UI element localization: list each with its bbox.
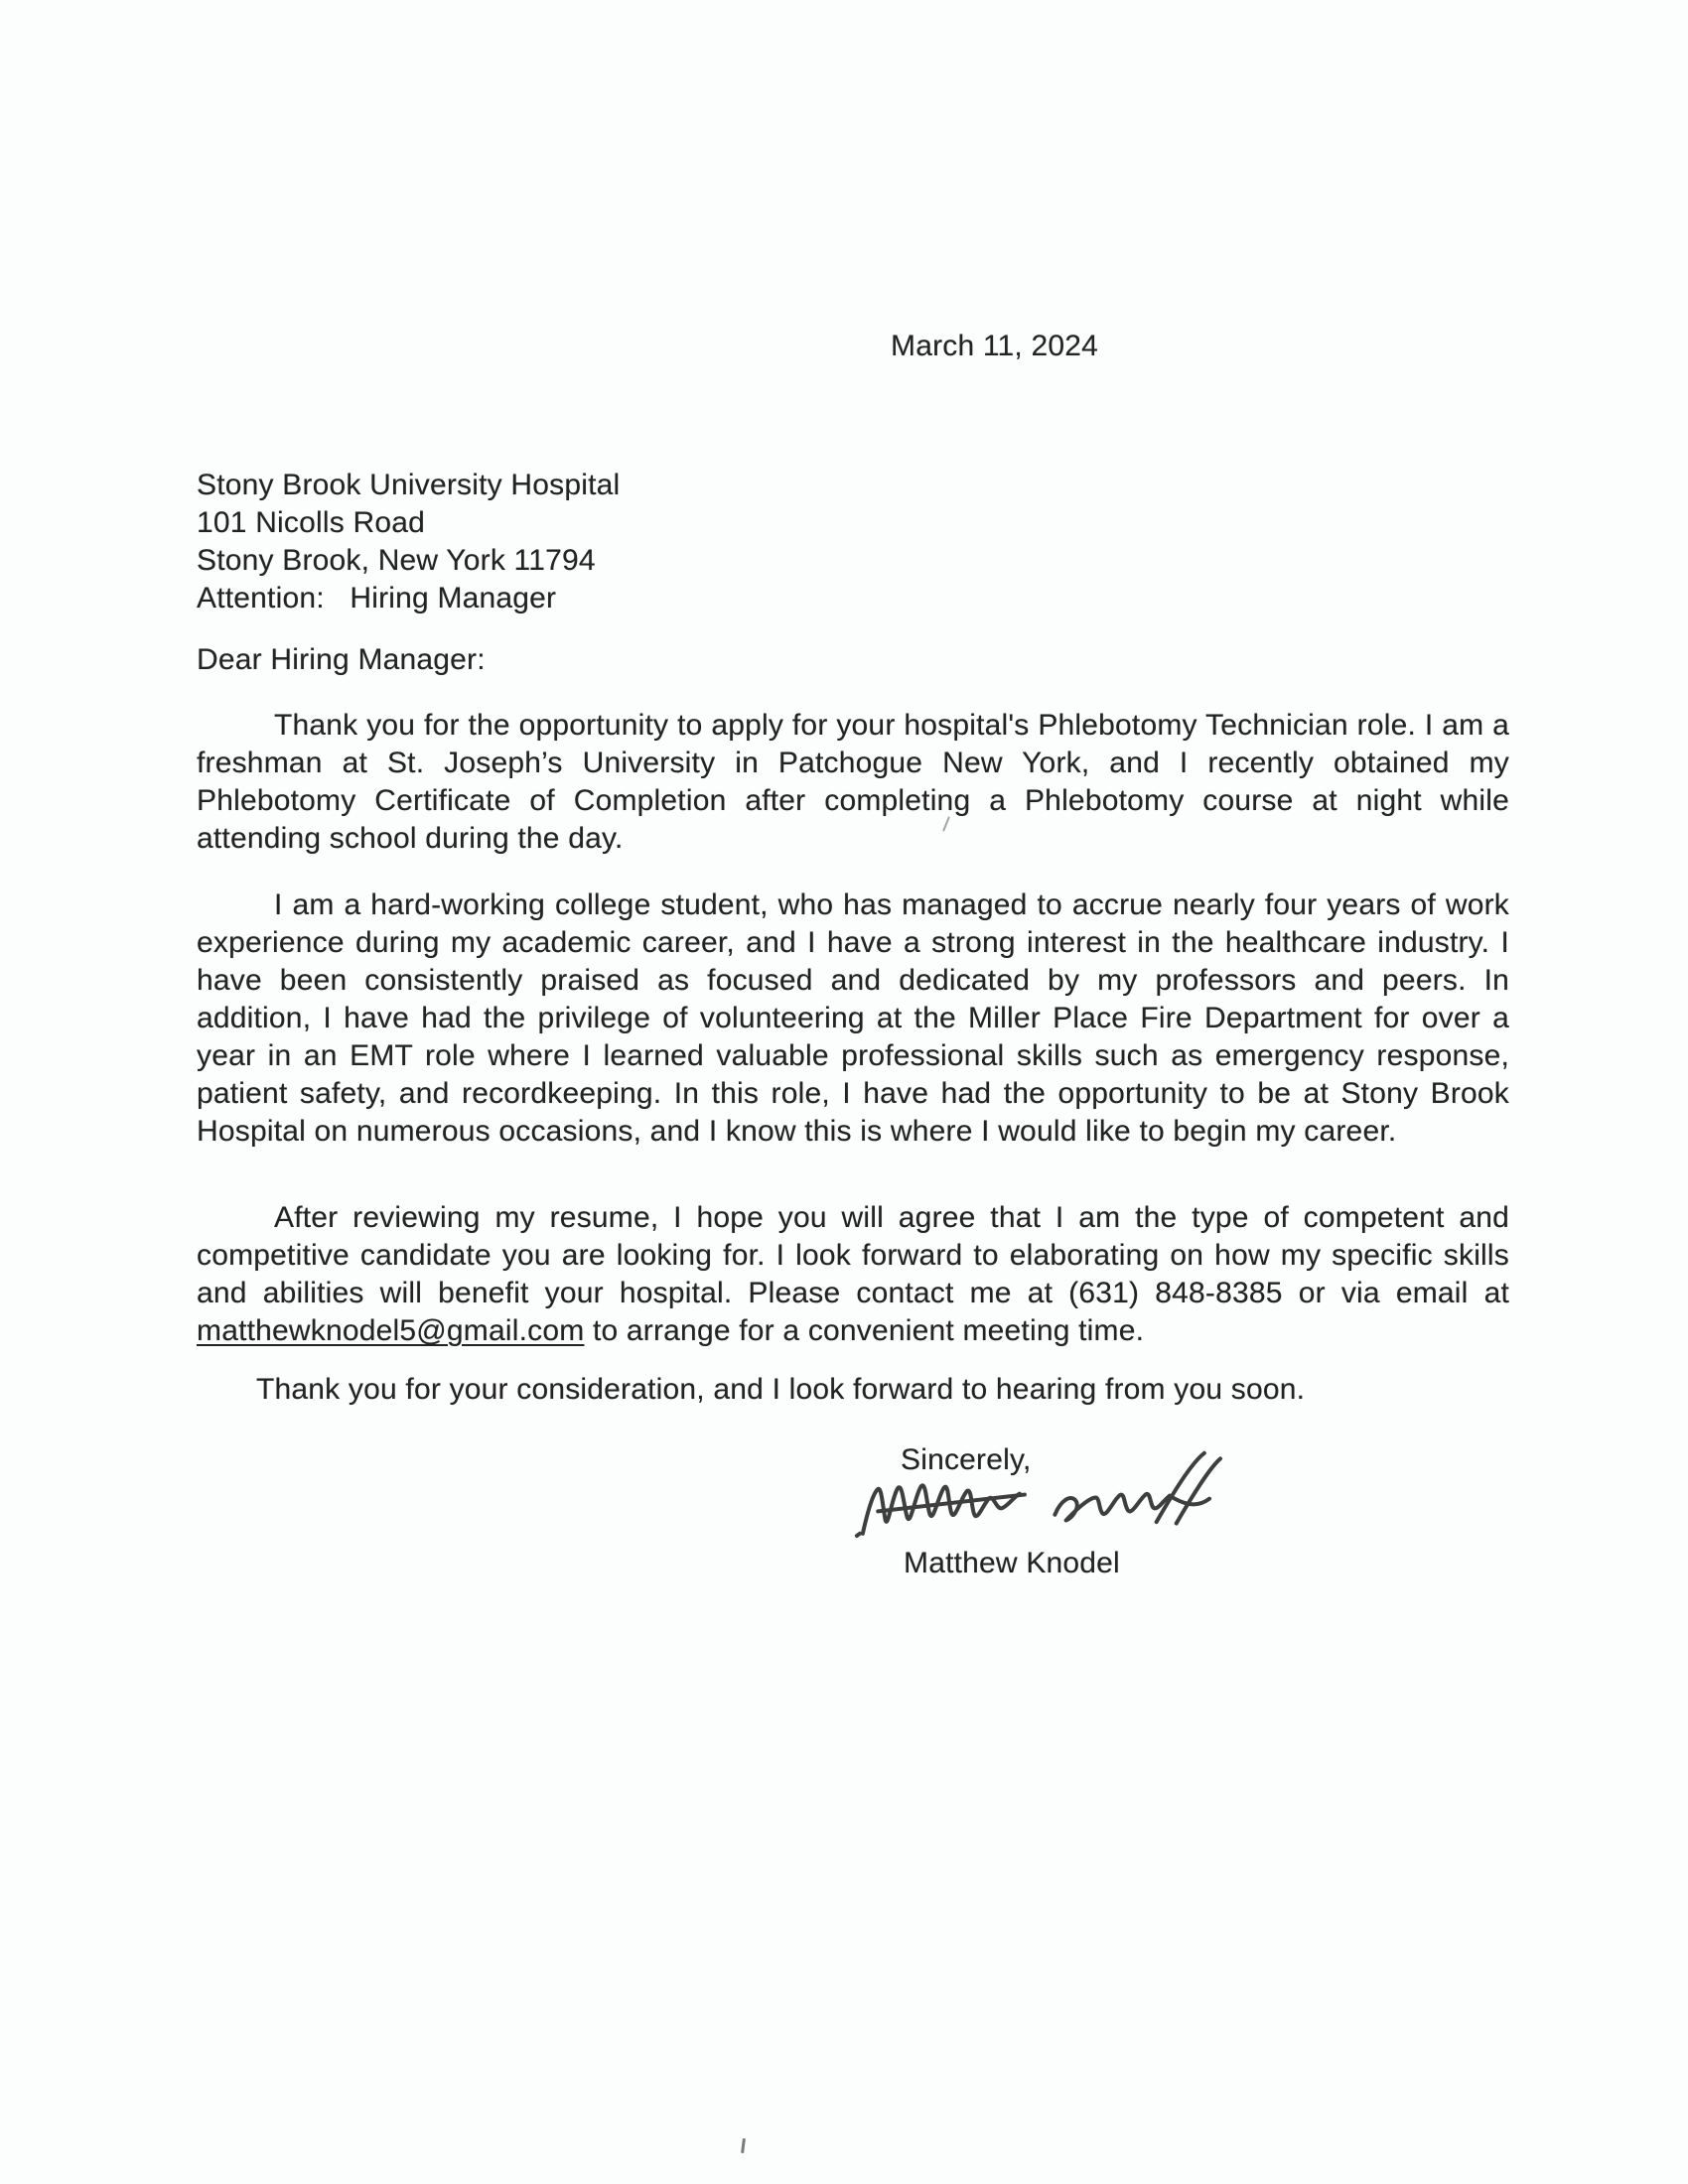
paragraph-3-text-before-email: After reviewing my resume, I hope you will agree that I am the type of competent and competitive candidate you are looking for. I look forward to elaborating on how my specific skills and abilities will benefit your hospital. Please contact me at (631) 848-8385 or via email at [197, 1201, 1509, 1309]
recipient-line-attention: Attention: Hiring Manager [197, 582, 557, 614]
handwritten-signature [851, 1444, 1240, 1554]
recipient-line-city: Stony Brook, New York 11794 [197, 544, 596, 577]
body-paragraph-2: I am a hard-working college student, who has managed to accrue nearly four years of work experience during my academic career, and I have a strong interest in the healthcare industry. I have been consistently praised as focused and dedicated by my professors and peers. In addition, I have had the privilege of volunteering at the Miller Place Fire Department for over a year in an EMT role where I learned valuable professional skills such as emergency response, patient safety, and recordkeeping. In this role, I have had the opportunity to be at Stony Brook Hospital on numerous occasions, and I know this is where I would like to begin my career. [197, 888, 1509, 1148]
signature-ink-lastname [1055, 1493, 1171, 1520]
body-paragraph-3 [197, 1199, 1509, 1350]
email-address-underlined: matthewknodel5@gmail.com [197, 1314, 585, 1347]
recipient-line-street: 101 Nicolls Road [197, 506, 425, 539]
closing-paragraph: Thank you for your consideration, and I look forward to hearing from you soon. [256, 1373, 1306, 1406]
body-paragraph-1: Thank you for the opportunity to apply for your hospital's Phlebotomy Technician role. I am a freshman at St. Joseph’s University in Patchogue New York, and I recently obtained my Phlebotomy Certificate of Completion after completing a Phlebotomy course at night while attending school during the day. [197, 709, 1509, 855]
paragraph-3-text-after-email: to arrange for a convenient meeting time. [584, 1314, 1145, 1347]
recipient-line-company: Stony Brook University Hospital [197, 469, 621, 501]
complimentary-close: Sincerely, [901, 1443, 1032, 1476]
signature-ink-flourish-2 [1175, 1458, 1222, 1523]
date-line: March 11, 2024 [891, 330, 1099, 362]
salutation-line: Dear Hiring Manager: [197, 643, 486, 676]
signature-ink-firstname [862, 1483, 1021, 1534]
recipient-address [197, 467, 620, 617]
scan-artifact-mark [741, 2138, 746, 2153]
typed-signature-name: Matthew Knodel [904, 1547, 1120, 1579]
signature-ink-dot [857, 1534, 860, 1536]
